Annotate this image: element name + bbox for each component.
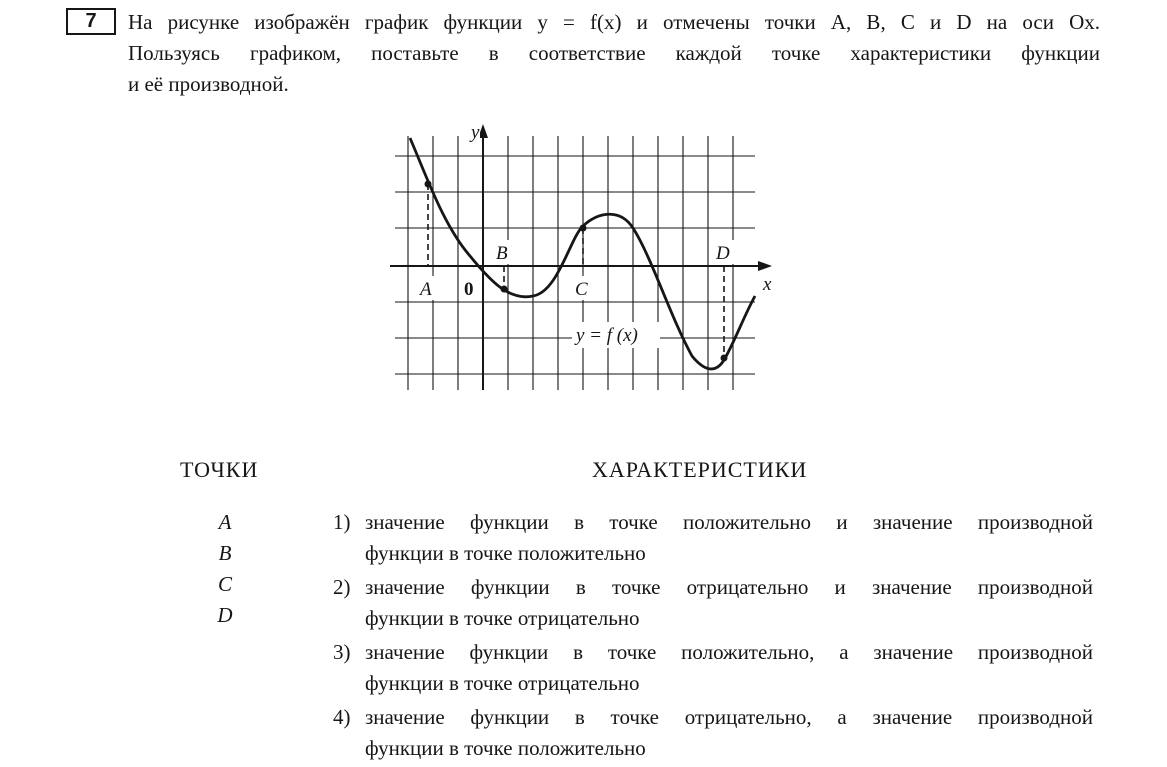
point-label-b: B	[496, 243, 508, 264]
point-item-c: C	[217, 572, 232, 596]
task-number: 7	[85, 10, 97, 32]
characteristic-text	[365, 637, 1093, 699]
y-axis-label: y	[471, 122, 480, 143]
curve-point-a	[425, 181, 432, 188]
point-item-a: A	[218, 510, 232, 534]
task-statement-line-1: На рисунке изображён график функции y = f(x) и отмечены точки A, B, C и D на оси Ox.	[128, 10, 1100, 34]
characteristic-item-1	[333, 507, 1093, 569]
characteristic-text-line-1: значение функции в точке положительно и значение производной	[365, 510, 1093, 534]
point-label-c: C	[575, 279, 588, 300]
characteristic-text-line-2: функции в точке отрицательно	[365, 606, 640, 630]
x-axis-label: x	[763, 274, 772, 295]
characteristic-number: 3)	[333, 640, 351, 664]
characteristic-text-line-1: значение функции в точке отрицательно и значение производной	[365, 575, 1093, 599]
points-list	[205, 507, 245, 631]
point-item-b: B	[218, 541, 232, 565]
characteristic-text	[365, 702, 1093, 764]
task-statement-line-3: и её производной.	[128, 72, 289, 96]
point-label-d: D	[716, 243, 730, 264]
characteristics-list	[333, 507, 1093, 767]
points-header: ТОЧКИ	[180, 457, 259, 482]
characteristic-text-line-2: функции в точке положительно	[365, 736, 646, 760]
characteristic-number: 4)	[333, 705, 351, 729]
point-label-a: A	[420, 279, 432, 300]
curve-point-d	[721, 355, 728, 362]
characteristics-header: ХАРАКТЕРИСТИКИ	[592, 457, 808, 482]
task-number-box	[66, 8, 116, 35]
characteristic-text-line-1: значение функции в точке положительно, а значение производной	[365, 640, 1093, 664]
x-axis-arrow	[758, 261, 772, 271]
function-graph	[380, 118, 780, 398]
characteristic-text-line-2: функции в точке положительно	[365, 541, 646, 565]
grid	[395, 136, 755, 390]
characteristic-number: 1)	[333, 510, 351, 534]
characteristic-number: 2)	[333, 575, 351, 599]
characteristic-item-4	[333, 702, 1093, 764]
characteristic-text	[365, 507, 1093, 569]
point-item-d: D	[217, 603, 233, 627]
function-label: y = f (x)	[576, 325, 638, 346]
task-statement	[128, 7, 1100, 100]
characteristic-item-2	[333, 572, 1093, 634]
task-statement-line-2: Пользуясь графиком, поставьте в соответствие каждой точке характеристики функции	[128, 41, 1100, 65]
characteristic-text-line-2: функции в точке отрицательно	[365, 671, 640, 695]
characteristic-item-3	[333, 637, 1093, 699]
characteristic-text	[365, 572, 1093, 634]
graph-labels	[416, 120, 772, 348]
curve-point-b	[501, 286, 508, 293]
curve-point-c	[580, 225, 587, 232]
origin-label: 0	[464, 279, 474, 300]
characteristic-text-line-1: значение функции в точке отрицательно, а значение производной	[365, 705, 1093, 729]
